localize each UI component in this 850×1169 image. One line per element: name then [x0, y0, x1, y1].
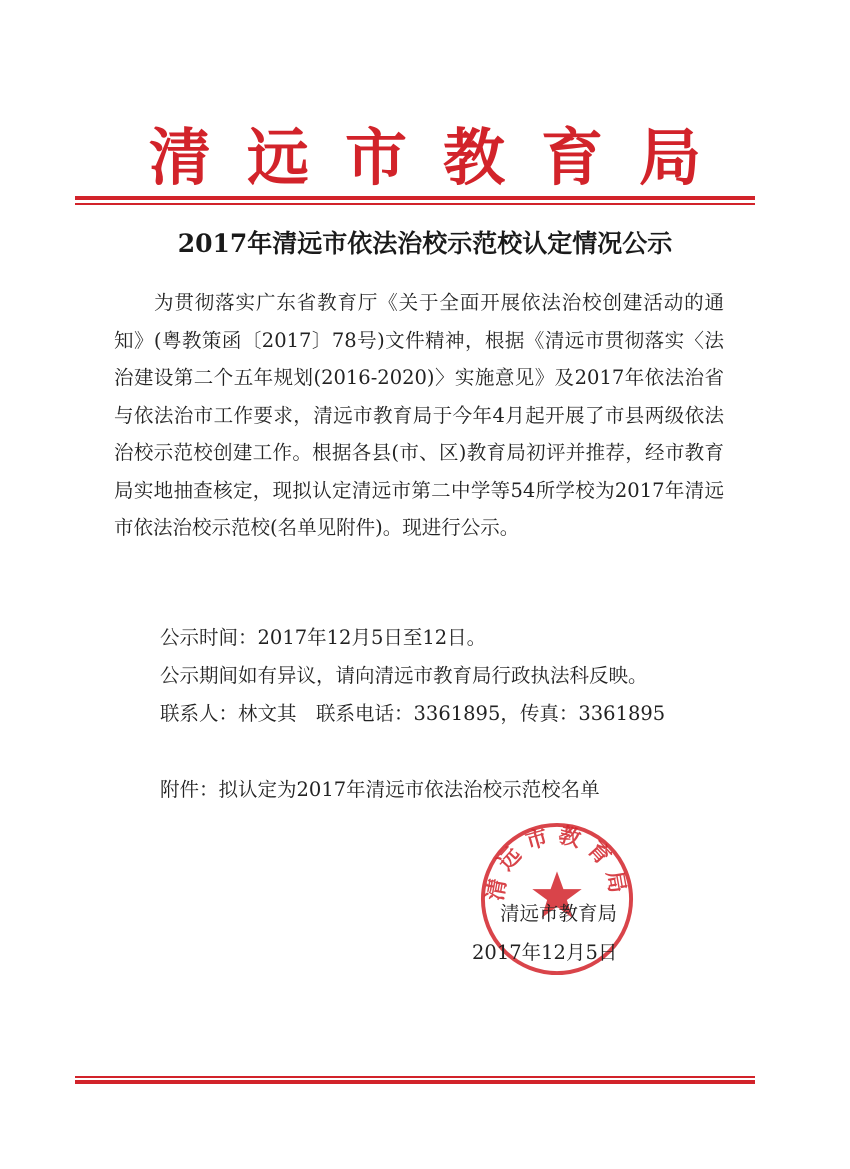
signature-org: 清远市教育局: [500, 902, 618, 925]
document-title: 2017年清远市依法治校示范校认定情况公示: [177, 229, 673, 258]
issuer-masthead: 清远市教育局: [148, 121, 737, 194]
signature-date: 2017年12月5日: [472, 941, 618, 964]
body-paragraph: 为贯彻落实广东省教育厅《关于全面开展依法治校创建活动的通知》(粤教策函〔2017〕78号)文件精神，根据《清远市贯彻落实〈法治建设第二个五年规划(2016-2020)〉实施意见》及2017年依法治省与依法治市工作要求，清远市教育局于今年4月起开展了市县两级依法治校示范校创建工作。根据各县(市、区)教育局初评并推荐，经市教育局实地抽查核定，现拟认定清远市第二中学等54所学校为2017年清远市依法治校示范校(名单见附件)。现进行公示。: [114, 291, 724, 539]
header-divider-thick: [75, 196, 755, 200]
footer-divider-thin: [75, 1076, 755, 1078]
header-divider-thin: [75, 203, 755, 205]
attachment-note: 附件：拟认定为2017年清远市依法治校示范校名单: [160, 778, 600, 801]
publicity-period: 公示时间：2017年12月5日至12日。: [160, 626, 487, 649]
svg-text:清远市教育局: 清远市教育局: [483, 822, 631, 903]
footer-divider-thick: [75, 1080, 755, 1084]
objection-note: 公示期间如有异议，请向清远市教育局行政执法科反映。: [160, 664, 648, 687]
contact-info: 联系人：林文其 联系电话：3361895，传真：3361895: [160, 702, 666, 725]
